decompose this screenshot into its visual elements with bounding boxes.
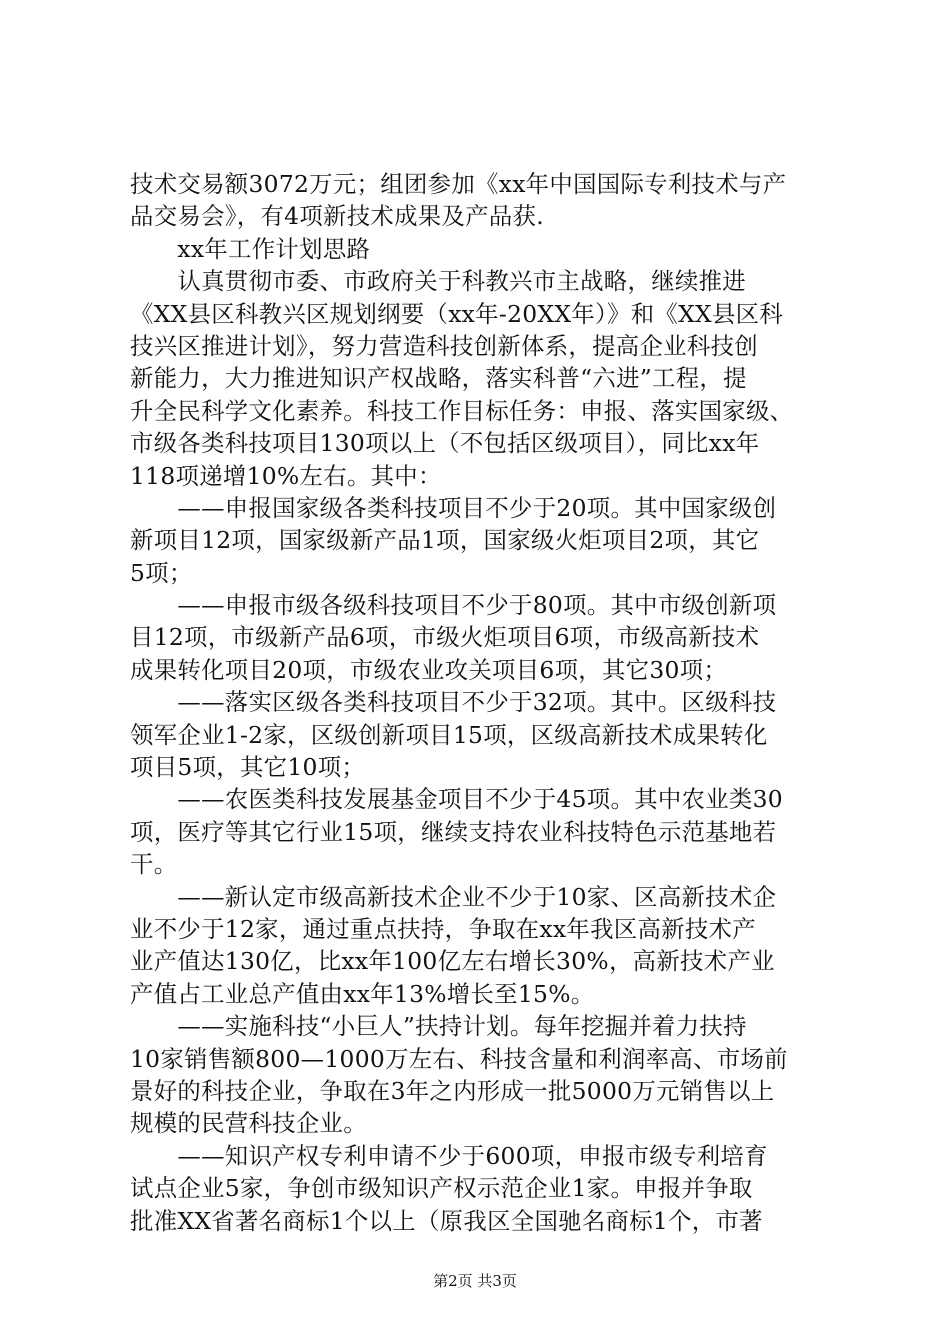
text-line: 领军企业1-2家，区级创新项目15项，区级高新技术成果转化: [130, 720, 768, 749]
text-line: 批准XX省著名商标1个以上（原我区全国驰名商标1个，市著: [130, 1206, 763, 1235]
text-line: 新项目12项，国家级新产品1项，国家级火炬项目2项，其它: [130, 526, 760, 555]
text-line: 技术交易额3072万元；组团参加《xx年中国国际专利技术与产: [130, 170, 787, 198]
text-line: 项目5项，其它10项；: [130, 753, 366, 782]
text-line: 认真贯彻市委、市政府关于科教兴市主战略，继续推进: [130, 267, 746, 296]
text-line: 产值占工业总产值由xx年13%增长至15%。: [130, 979, 595, 1008]
text-line: 技兴区推进计划》，努力营造科技创新体系，提高企业科技创: [130, 331, 758, 360]
text-line: 《XX县区科教兴区规划纲要（xx年-20XX年）》和《XX县区科: [130, 299, 784, 328]
text-line: 成果转化项目20项，市级农业攻关项目6项，其它30项；: [130, 655, 728, 684]
text-line: 景好的科技企业，争取在3年之内形成一批5000万元销售以上: [130, 1076, 775, 1105]
text-line: 新能力，大力推进知识产权战略，落实科普“六进”工程，提: [130, 364, 747, 393]
text-line: 业不少于12家，通过重点扶持，争取在xx年我区高新技术产: [130, 914, 756, 943]
text-line: ——落实区级各类科技项目不少于32项。其中。区级科技: [130, 688, 777, 717]
text-line: ——新认定市级高新技术企业不少于10家、区高新技术企: [130, 882, 777, 911]
text-line: 干。: [130, 850, 178, 879]
document-body: [130, 168, 830, 1237]
text-line: 5项；: [130, 558, 193, 587]
text-line: 10家销售额800—1000万左右、科技含量和利润率高、市场前: [130, 1044, 788, 1073]
text-line: 业产值达130亿，比xx年100亿左右增长30%，高新技术产业: [130, 947, 775, 976]
section-heading: xx年工作计划思路: [130, 234, 371, 263]
text-line: ——农医类科技发展基金项目不少于45项。其中农业类30: [130, 785, 783, 814]
text-line: 品交易会》，有4项新技术成果及产品获.: [130, 202, 544, 231]
text-line: 规模的民营科技企业。: [130, 1109, 367, 1138]
text-line: 目12项，市级新产品6项，市级火炬项目6项，市级高新技术: [130, 623, 760, 652]
text-line: ——申报国家级各类科技项目不少于20项。其中国家级创: [130, 493, 777, 522]
text-line: 市级各类科技项目130项以上（不包括区级项目），同比xx年: [130, 429, 760, 458]
text-line: ——知识产权专利申请不少于600项，申报市级专利培育: [130, 1141, 768, 1170]
text-line: 试点企业5家，争创市级知识产权示范企业1家。申报并争取: [130, 1174, 753, 1203]
text-line: ——实施科技“小巨人”扶持计划。每年挖掘并着力扶持: [130, 1012, 747, 1041]
text-line: 升全民科学文化素养。科技工作目标任务：申报、落实国家级、: [130, 396, 794, 425]
text-line: ——申报市级各级科技项目不少于80项。其中市级创新项: [130, 591, 777, 620]
text-line: 118项递增10%左右。其中：: [130, 461, 442, 490]
text-line: 项，医疗等其它行业15项，继续支持农业科技特色示范基地若: [130, 817, 777, 846]
page-number-footer: 第2页 共3页: [433, 1272, 517, 1290]
